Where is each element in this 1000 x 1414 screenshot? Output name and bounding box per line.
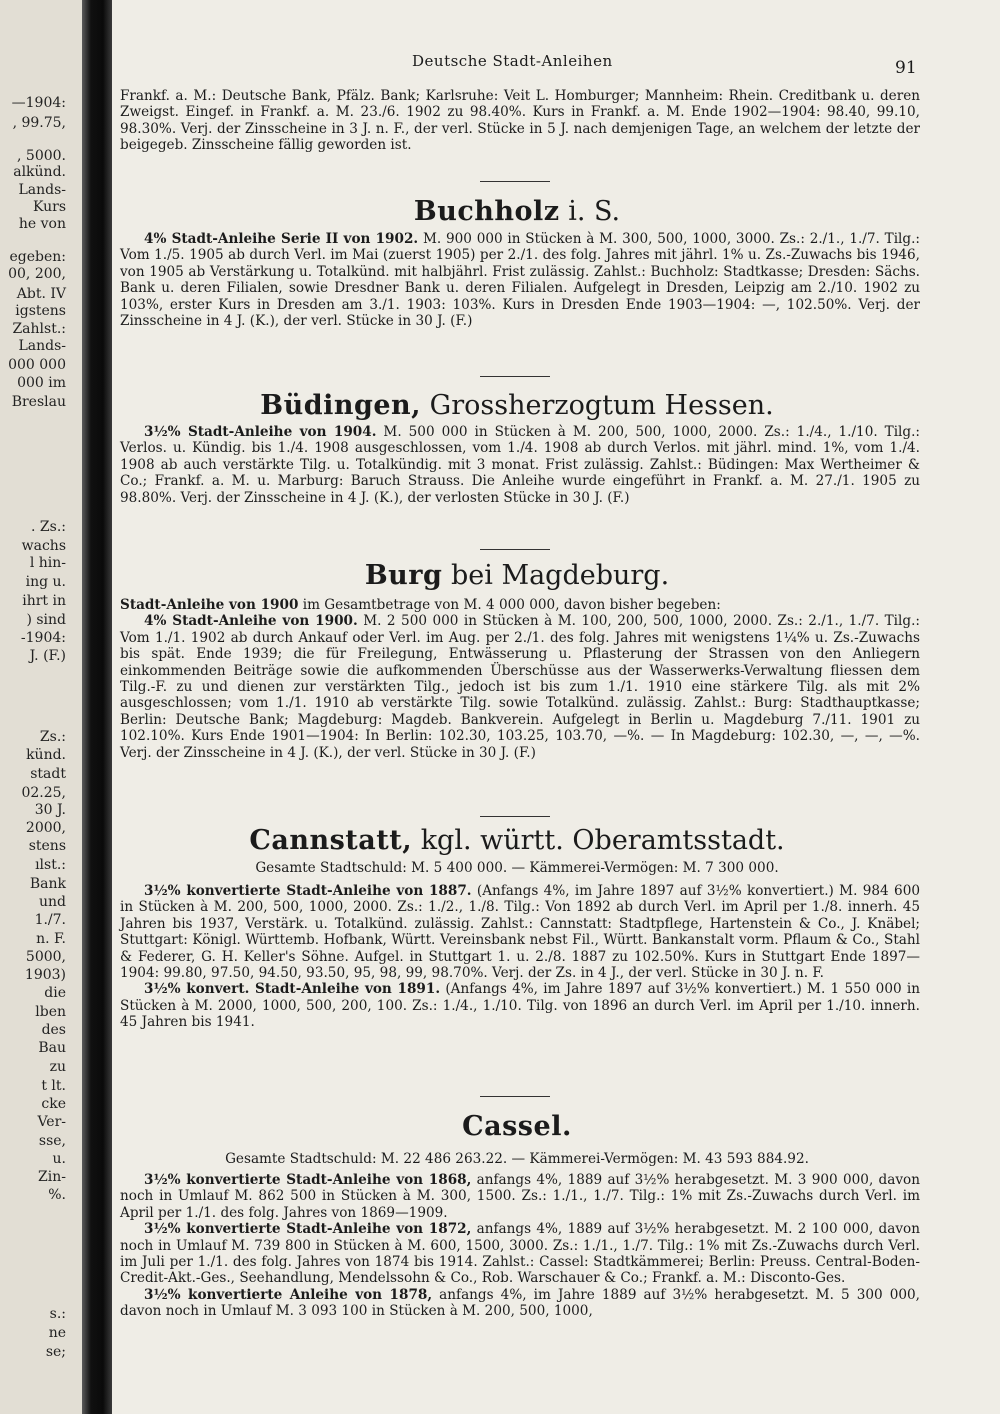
facing-page-line: J. (F.) [29, 648, 66, 664]
loan-paragraph [120, 883, 920, 981]
loan-title: 3½% konvertierte Stadt-Anleihe von 1887. [144, 883, 472, 899]
facing-page-line: l hin- [29, 555, 66, 571]
facing-page-line: ne [48, 1325, 66, 1341]
facing-page-line: Lands- [18, 182, 66, 198]
loan-text: anfangs 4%, 1889 auf 3½% herabgesetzt. M. 2 100 000, davon noch in Umlauf M. 739 800 in Stücken à M. 600, 1500, 3000. Zs.: 1./1., 1./7. Tilg.: 1% mit Zs.-Zuwachs durch Verl. im Juli per 1./1. des folg. Jahres von 1874 bis 1914. Zahlst.: Cassel: Stadtkämmerei; Berlin: Preuss. Central-Boden-Credit-Akt.-Ges., Seehandlung, Mendelssohn & Co., Rob. Warschauer & Co.; Frankf. a. M.: Disconto-Ges. [120, 1221, 920, 1287]
facing-page-fragment [0, 0, 82, 1414]
facing-page-line: s.: [49, 1306, 66, 1322]
loan-paragraph [120, 981, 920, 1030]
loan-paragraph [120, 424, 920, 506]
facing-page-line: sse, [38, 1133, 66, 1149]
facing-page-line: Breslau [11, 394, 66, 410]
facing-page-line: Bank [29, 876, 66, 892]
facing-page-line: 1./7. [34, 912, 66, 928]
facing-page-line: . Zs.: [31, 519, 66, 535]
loan-title: Stadt-Anleihe von 1900 [120, 597, 299, 613]
loan-text: anfangs 4%, im Jahre 1889 auf 3½% herabgesetzt. M. 5 300 000, davon noch in Umlauf M. 3 093 100 in Stücken à M. 200, 500, 1000, [120, 1286, 920, 1320]
section-rule [480, 816, 550, 817]
facing-page-line: —1904: [11, 95, 66, 111]
loan-paragraph [120, 1172, 920, 1221]
facing-page-line: t lt. [41, 1078, 66, 1094]
section-rule [480, 549, 550, 550]
loan-text: M. 2 500 000 in Stücken à M. 100, 200, 500, 1000, 2000. Zs.: 2./1., 1./7. Tilg.: Vom 1./1. 1902 ab durch Ankauf oder Verl. im Aug. per 2./1. des folg. Jahres mit wenigstens 1¼% u. Zs.-Zuwachs bis spät. Ende 1939; die für Freilegung, Entwässerung u. Pflasterung der Strassen von den Anliegern einkommenden Beiträge sowie die aufkommenden Überschüsse aus der Wasserwerks-Verwaltung fliessen dem Tilg.-F. zu und dienen zur verstärkten Tilg., jedoch ist bis zum 1./1. 1910 eine stärkere Tilg. als mit 2% ausgeschlossen; vom 1./1. 1910 ab verstärkte Tilg. sowie Totalkünd. zulässig. Zahlst.: Burg: Stadthauptkasse; Berlin: Deutsche Bank; Magdeburg: Magdeb. Bankverein. Aufgelegt in Berlin u. Magdeburg 7./11. 1901 zu 102.10%. Kurs Ende 1901—1904: In Berlin: 102.30, 103.25, 103.70, —%. — In Magdeburg: 102.30, —, —, —%. Verj. der Zinsscheine in 4 J. (K.), der verl. Stücke in 30 J. (F.) [120, 613, 920, 761]
facing-page-line: stadt [30, 766, 66, 782]
facing-page-line: des [41, 1022, 66, 1038]
facing-page-line: u. [52, 1151, 66, 1167]
heading-main: Büdingen, [260, 390, 422, 421]
facing-page-line: Zs.: [39, 729, 66, 745]
facing-page-line: Zahlst.: [12, 321, 66, 337]
section-heading-burg [112, 560, 922, 592]
loan-text: M. 500 000 in Stücken à M. 200, 500, 1000, 2000. Zs.: 1./4., 1./10. Tilg.: Verlos. u. Kündig. bis 1./4. 1908 ausgeschlossen, vom 1./4. 1908 ab durch Verlos. mit jährl. mind. 1%, vom 1./4. 1908 ab auch verstärkte Tilg. u. Totalkündig. mit 3 monat. Frist zulässig. Zahlst.: Büdingen: Max Wertheimer & Co.; Frankf. a. M. u. Marburg: Baruch Strauss. Die Anleihe wurde eingeführt in Frankf. a. M. 27./1. 1905 zu 98.80%. Verj. der Zinsscheine in 4 J. (K.), der verlosten Stücke in 30 J. (F.) [120, 424, 921, 506]
loan-text: (Anfangs 4%, im Jahre 1897 auf 3½% konvertiert.) M. 984 600 in Stücken à M. 200, 500, 1000, 2000. Zs.: 1./2., 1./8. Tilg.: Von 1892 ab durch Verl. im April per 1./8. innerh. 45 Jahren bis 1937, Verstärk. u. Totalkünd. zulässig. Zahlst.: Cannstatt: Stadtpflege, Hartenstein & Co., J. Knäbel; Stuttgart: Königl. Württemb. Hofbank, Württ. Vereinsbank nebst Fil., Württ. Bankanstalt vorm. Pflaum & Co., Stahl & Federer, G. H. Keller's Söhne. Aufgel. in Stuttgart 1. u. 2./8. 1887 zu 102.50%. Kurs in Stuttgart Ende 1897—1904: 99.80, 97.50, 94.50, 93.50, 95, 98, 99, 98.70%. Verj. der Zs. in 4 J., der verl. Stücke in 30 J. n. F. [120, 883, 920, 982]
facing-page-line: , 99.75, [12, 115, 66, 131]
facing-page-line: 00, 200, [8, 266, 66, 282]
debt-summary-cassel: Gesamte Stadtschuld: M. 22 486 263.22. — Kämmerei-Vermögen: M. 43 593 884.92. [225, 1151, 809, 1167]
facing-page-line: Kurs [32, 199, 66, 215]
facing-page-line: 02.25, [21, 785, 66, 801]
section-rule [480, 1096, 550, 1097]
facing-page-line: 2000, [25, 820, 66, 836]
section-heading-cannstatt [112, 825, 922, 857]
section-body-buedingen [120, 424, 920, 506]
facing-page-line: ) sind [26, 612, 66, 628]
loan-text: (Anfangs 4%, im Jahre 1897 auf 3½% konvertiert.) M. 1 550 000 in Stücken à M. 2000, 1000, 500, 200, 100. Zs.: 1./4., 1./10. Tilg. von 1896 an durch Verl. im April per 1./10. innerh. 45 Jahren bis 1941. [120, 981, 921, 1031]
facing-page-line: wachs [21, 538, 66, 554]
loan-title: 4% Stadt-Anleihe von 1900. [144, 613, 358, 630]
facing-page-line: Ver- [37, 1114, 66, 1130]
loan-text: im Gesamtbetrage von M. 4 000 000, davon bisher begeben: [298, 597, 721, 613]
heading-main: Cassel. [462, 1111, 572, 1142]
section-rule [480, 181, 550, 182]
facing-page-line: -1904: [20, 630, 66, 646]
loan-paragraph [120, 597, 920, 613]
heading-sub: Grossherzogtum Hessen. [421, 390, 774, 421]
loan-title: 3½% konvert. Stadt-Anleihe von 1891. [144, 981, 441, 998]
heading-main: Burg [364, 560, 443, 591]
facing-page-line: egeben: [9, 249, 66, 265]
section-body-burg [120, 597, 920, 761]
facing-page-line: Abt. IV [16, 286, 66, 302]
facing-page-line: se; [45, 1344, 66, 1360]
section-heading-cassel [112, 1111, 922, 1143]
facing-page-line: lben [35, 1004, 66, 1020]
loan-title: 3½% konvertierte Stadt-Anleihe von 1872, [144, 1221, 472, 1238]
facing-page-line: 30 J. [34, 802, 66, 818]
heading-sub: kgl. württ. Oberamtsstadt. [412, 825, 785, 856]
facing-page-line: Zin- [38, 1169, 66, 1185]
loan-title: 3½% konvertierte Anleihe von 1878, [144, 1286, 433, 1303]
loan-title: 3½% konvertierte Stadt-Anleihe von 1868, [144, 1172, 472, 1188]
page-number: 91 [895, 58, 917, 78]
book-gutter [82, 0, 112, 1414]
running-title: Deutsche Stadt-Anleihen [412, 52, 613, 70]
loan-title: 4% Stadt-Anleihe Serie II von 1902. [144, 231, 419, 247]
facing-page-line: 000 im [17, 375, 66, 391]
facing-page-line: zu [49, 1059, 66, 1075]
debt-summary-cannstatt: Gesamte Stadtschuld: M. 5 400 000. — Kämmerei-Vermögen: M. 7 300 000. [255, 860, 779, 876]
facing-page-line: ılst.: [35, 857, 66, 873]
facing-page-line: 1903) [24, 967, 66, 983]
section-rule [480, 376, 550, 377]
facing-page-line: he von [18, 216, 66, 232]
facing-page-line: ing u. [25, 574, 66, 590]
loan-paragraph [120, 1287, 920, 1320]
facing-page-line: igstens [15, 303, 66, 319]
loan-text: anfangs 4%, 1889 auf 3½% herabgesetzt. M. 3 900 000, davon noch in Umlauf M. 862 500 in Stücken à M. 300, 1500. Zs.: 1./1., 1./7. Tilg.: 1% mit Zs.-Zuwachs durch Verl. im April per 1./1. des folg. Jahres von 1869—1909. [120, 1172, 920, 1221]
section-body-cannstatt [120, 883, 920, 1031]
facing-page-line: 5000, [25, 949, 66, 965]
facing-page-line: Bau [38, 1040, 66, 1056]
heading-main: Cannstatt, [249, 825, 413, 856]
heading-sub: bei Magdeburg. [442, 560, 670, 591]
page [112, 0, 1000, 1414]
facing-page-line: künd. [26, 747, 66, 763]
facing-page-line: alkünd. [13, 164, 66, 180]
section-body-buchholz [120, 231, 920, 329]
loan-title: 3½% Stadt-Anleihe von 1904. [144, 424, 377, 440]
facing-page-line: ihrt in [22, 593, 66, 609]
loan-paragraph [120, 1221, 920, 1287]
section-heading-buchholz [112, 196, 922, 228]
heading-sub: i. S. [559, 196, 621, 227]
facing-page-line: 000 000 [8, 357, 66, 373]
facing-page-line: und [39, 894, 66, 910]
section-heading-buedingen [112, 390, 922, 422]
facing-page-line: , 5000. [17, 148, 66, 164]
intro-text: Frankf. a. M.: Deutsche Bank, Pfälz. Bank; Karlsruhe: Veit L. Homburger; Mannheim: Rhein. Creditbank u. deren Zweigst. Eingef. in Frankf. a. M. 23./6. 1902 zu 98.40%. Kurs in Frankf. a. M. Ende 1902—1904: 98.40, 99.10, 98.30%. Verj. der Zinsscheine in 3 J. n. F., der verl. Stücke in 5 J. nach demjenigen Tage, an welchem der letzte der beigegeb. Zinsscheine fällig geworden ist. [120, 88, 920, 154]
loan-paragraph [120, 231, 920, 329]
heading-main: Buchholz [413, 196, 560, 227]
facing-page-line: stens [28, 838, 66, 854]
section-body-cassel [120, 1172, 920, 1320]
facing-page-line: die [44, 985, 66, 1001]
facing-page-line: n. F. [36, 931, 66, 947]
loan-paragraph [120, 613, 920, 761]
loan-text: M. 900 000 in Stücken à M. 300, 500, 1000, 3000. Zs.: 2./1., 1./7. Tilg.: Vom 1./5. 1905 ab durch Verl. im Mai (zuerst 1905) per 2./1. des folg. Jahres mit jährl. 1% u. Zs.-Zuwachs bis 1946, von 1905 ab Verstärkung u. Totalkünd. mit halbjährl. Frist zulässig. Zahlst.: Buchholz: Stadtkasse; Dresden: Sächs. Bank u. deren Filialen, sowie Dresdner Bank u. deren Filialen. Aufgelegt in Dresden, Leipzig am 2./10. 1902 zu 103%, erster Kurs in Dresden am 3./1. 1903: 103%. Kurs in Dresden Ende 1903—1904: —, 102.50%. Verj. der Zinsscheine in 4 J. (K.), der verl. Stücke in 30 J. (F.) [120, 231, 920, 330]
facing-page-line: cke [41, 1096, 66, 1112]
facing-page-line: %. [48, 1187, 66, 1203]
intro-paragraph [120, 88, 920, 154]
facing-page-line: Lands- [18, 338, 66, 354]
